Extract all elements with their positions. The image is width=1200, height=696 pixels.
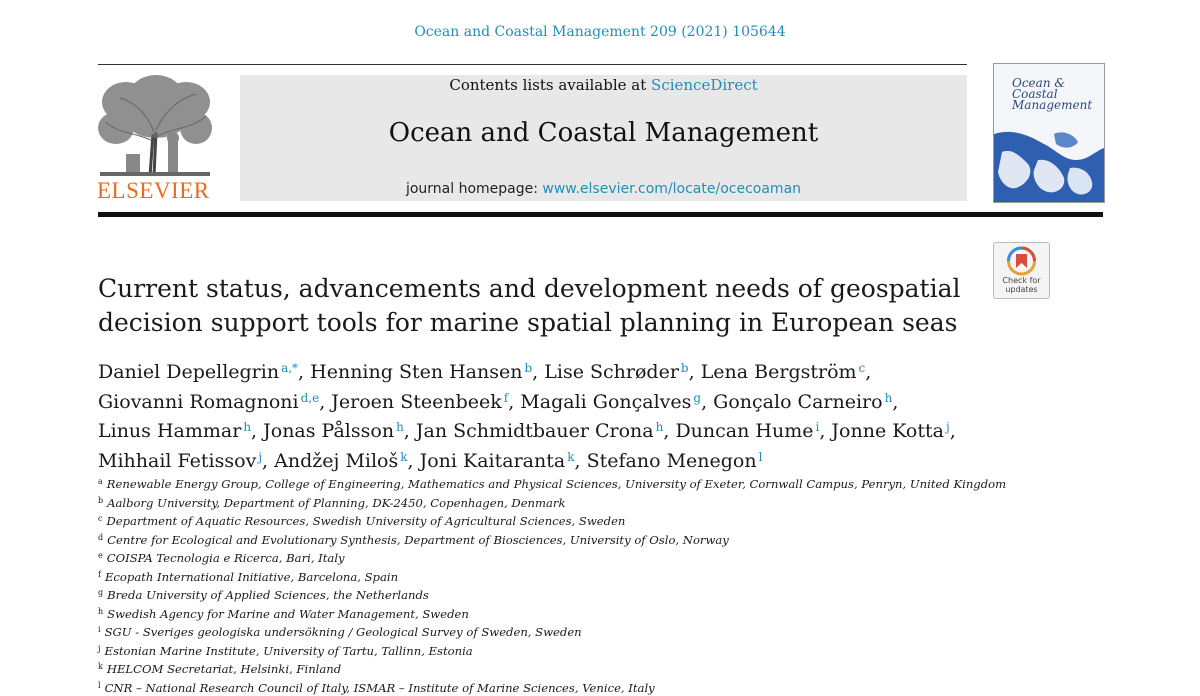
homepage-line [240, 181, 967, 197]
author[interactable] [587, 450, 763, 472]
author-name[interactable]: Duncan Hume [675, 420, 813, 442]
affiliation-key: i [98, 625, 101, 634]
author-affiliation-marker[interactable]: j [258, 450, 262, 464]
author-separator: , [663, 420, 675, 442]
author-name[interactable]: Jan Schmidtbauer Crona [416, 420, 654, 442]
author-name[interactable]: Jonne Kotta [831, 420, 944, 442]
author-separator: , [819, 420, 831, 442]
affiliation-item [98, 604, 1098, 623]
affiliation-key: e [98, 551, 103, 560]
affiliation-text: SGU - Sveriges geologiska undersökning / Geological Survey of Sweden, Sweden [105, 625, 582, 639]
author-name[interactable]: Mihhail Fetissov [98, 450, 256, 472]
author-name[interactable]: Giovanni Romagnoni [98, 391, 299, 413]
author-name[interactable]: Linus Hammar [98, 420, 241, 442]
affiliation-key: b [98, 496, 103, 505]
author[interactable] [544, 361, 700, 383]
contents-prefix: Contents lists available at [449, 76, 651, 94]
author-affiliation-marker[interactable]: k [400, 450, 407, 464]
author-affiliation-marker[interactable]: i [815, 420, 819, 434]
author[interactable] [98, 391, 331, 413]
author[interactable] [98, 420, 263, 442]
author[interactable] [98, 361, 310, 383]
affiliation-text: Department of Aquatic Resources, Swedish University of Agricultural Sciences, Sweden [106, 514, 625, 528]
publisher-name: ELSEVIER [97, 178, 215, 204]
affiliation-item [98, 474, 1098, 493]
author[interactable] [263, 420, 416, 442]
affiliation-key: j [98, 644, 100, 653]
author-separator: , [575, 450, 587, 472]
journal-cover[interactable] [993, 63, 1105, 203]
affiliation-text: Ecopath International Initiative, Barcelona, Spain [105, 570, 398, 584]
author[interactable] [420, 450, 587, 472]
author-name[interactable]: Stefano Menegon [587, 450, 757, 472]
check-label-line1: Check for [1002, 276, 1040, 285]
author-separator: , [689, 361, 701, 383]
author-separator: , [950, 420, 956, 442]
author-name[interactable]: Magali Gonçalves [520, 391, 691, 413]
affiliation-text: Swedish Agency for Marine and Water Management, Sweden [107, 607, 469, 621]
affiliation-text: Centre for Ecological and Evolutionary Synthesis, Department of Biosciences, University of Oslo, Norway [107, 533, 729, 547]
author-affiliation-marker[interactable]: h [243, 420, 251, 434]
affiliation-text: CNR – National Research Council of Italy, ISMAR – Institute of Marine Sciences, Venice, Italy [105, 681, 655, 695]
affiliation-item [98, 493, 1098, 512]
affiliation-key: l [98, 681, 101, 690]
affiliation-item [98, 548, 1098, 567]
author-name[interactable]: Daniel Depellegrin [98, 361, 279, 383]
author-affiliation-marker[interactable]: h [396, 420, 404, 434]
cover-title: Ocean & Coastal Management [1012, 78, 1102, 111]
sciencedirect-link[interactable]: ScienceDirect [651, 76, 758, 94]
author-affiliation-marker[interactable]: a,* [281, 361, 298, 375]
journal-homepage-link[interactable]: www.elsevier.com/locate/ocecoaman [542, 181, 801, 197]
affiliation-text: HELCOM Secretariat, Helsinki, Finland [107, 662, 341, 676]
affiliation-text: Aalborg University, Department of Planning, DK-2450, Copenhagen, Denmark [107, 496, 565, 510]
affiliation-text: Breda University of Applied Sciences, the Netherlands [107, 588, 429, 602]
affiliation-key: g [98, 588, 103, 597]
affiliation-item [98, 567, 1098, 586]
author-separator: , [404, 420, 416, 442]
journal-banner [240, 75, 967, 201]
author-name[interactable]: Lena Bergström [701, 361, 857, 383]
affiliation-text: Estonian Marine Institute, University of Tartu, Tallinn, Estonia [104, 644, 472, 658]
contents-line [240, 75, 967, 95]
author[interactable] [831, 420, 955, 442]
affiliation-item [98, 641, 1098, 660]
affiliation-item [98, 511, 1098, 530]
author-affiliation-marker[interactable]: k [567, 450, 574, 464]
author-name[interactable]: Henning Sten Hansen [310, 361, 522, 383]
author[interactable] [713, 391, 898, 413]
author-affiliation-marker[interactable]: h [656, 420, 664, 434]
affiliation-list [98, 474, 1098, 696]
check-label-line2: updates [1005, 285, 1037, 294]
author-affiliation-marker[interactable]: j [946, 420, 950, 434]
author[interactable] [274, 450, 419, 472]
author-affiliation-marker[interactable]: g [693, 391, 701, 405]
affiliation-item [98, 622, 1098, 641]
author-list [98, 356, 1108, 474]
author-separator: , [892, 391, 898, 413]
author-separator: , [251, 420, 263, 442]
journal-title: Ocean and Coastal Management [240, 117, 967, 149]
article-title: Current status, advancements and development needs of geospatial decision support tools for marine spatial planning in European seas [98, 272, 978, 340]
affiliation-key: f [98, 570, 101, 579]
author-affiliation-marker[interactable]: c [859, 361, 866, 375]
author-separator: , [532, 361, 544, 383]
author-separator: , [508, 391, 520, 413]
author-affiliation-marker[interactable]: d,e [301, 391, 320, 405]
affiliation-key: a [98, 477, 103, 486]
author[interactable] [520, 391, 713, 413]
author-name[interactable]: Jeroen Steenbeek [331, 391, 501, 413]
author[interactable] [310, 361, 544, 383]
top-divider [98, 64, 967, 65]
author[interactable] [675, 420, 831, 442]
journal-citation[interactable]: Ocean and Coastal Management 209 (2021) 105644 [0, 24, 1200, 40]
author[interactable] [98, 450, 274, 472]
author-name[interactable]: Gonçalo Carneiro [713, 391, 882, 413]
check-for-updates-label [994, 276, 1049, 294]
check-for-updates-button[interactable] [993, 242, 1050, 299]
header-divider [98, 212, 1103, 217]
author-name[interactable]: Lise Schrøder [544, 361, 679, 383]
affiliation-key: c [98, 514, 102, 523]
homepage-prefix: journal homepage: [406, 181, 542, 197]
affiliation-text: COISPA Tecnologia e Ricerca, Bari, Italy [107, 551, 345, 565]
author[interactable] [416, 420, 676, 442]
author-separator: , [701, 391, 713, 413]
author-affiliation-marker[interactable]: b [681, 361, 689, 375]
author-affiliation-marker[interactable]: b [524, 361, 532, 375]
affiliation-item [98, 530, 1098, 549]
affiliation-key: k [98, 662, 103, 671]
check-for-updates-icon [994, 245, 1049, 279]
author-name[interactable]: Jonas Pålsson [263, 420, 394, 442]
author-name[interactable]: Andžej Miloš [274, 450, 398, 472]
author-affiliation-marker[interactable]: h [885, 391, 893, 405]
affiliation-text: Renewable Energy Group, College of Engineering, Mathematics and Physical Sciences, University of Exeter, Cornwall Campus, Penryn, United Kingdom [107, 477, 1006, 491]
author-separator: , [865, 361, 871, 383]
author-separator: , [319, 391, 331, 413]
author[interactable] [331, 391, 520, 413]
author-affiliation-marker[interactable]: f [504, 391, 508, 405]
affiliation-key: h [98, 607, 103, 616]
affiliation-item [98, 678, 1098, 696]
author-separator: , [262, 450, 274, 472]
author-separator: , [298, 361, 310, 383]
author-affiliation-marker[interactable]: l [759, 450, 763, 464]
affiliation-item [98, 585, 1098, 604]
author[interactable] [701, 361, 872, 383]
affiliation-key: d [98, 533, 103, 542]
author-name[interactable]: Joni Kaitaranta [420, 450, 566, 472]
author-separator: , [408, 450, 420, 472]
